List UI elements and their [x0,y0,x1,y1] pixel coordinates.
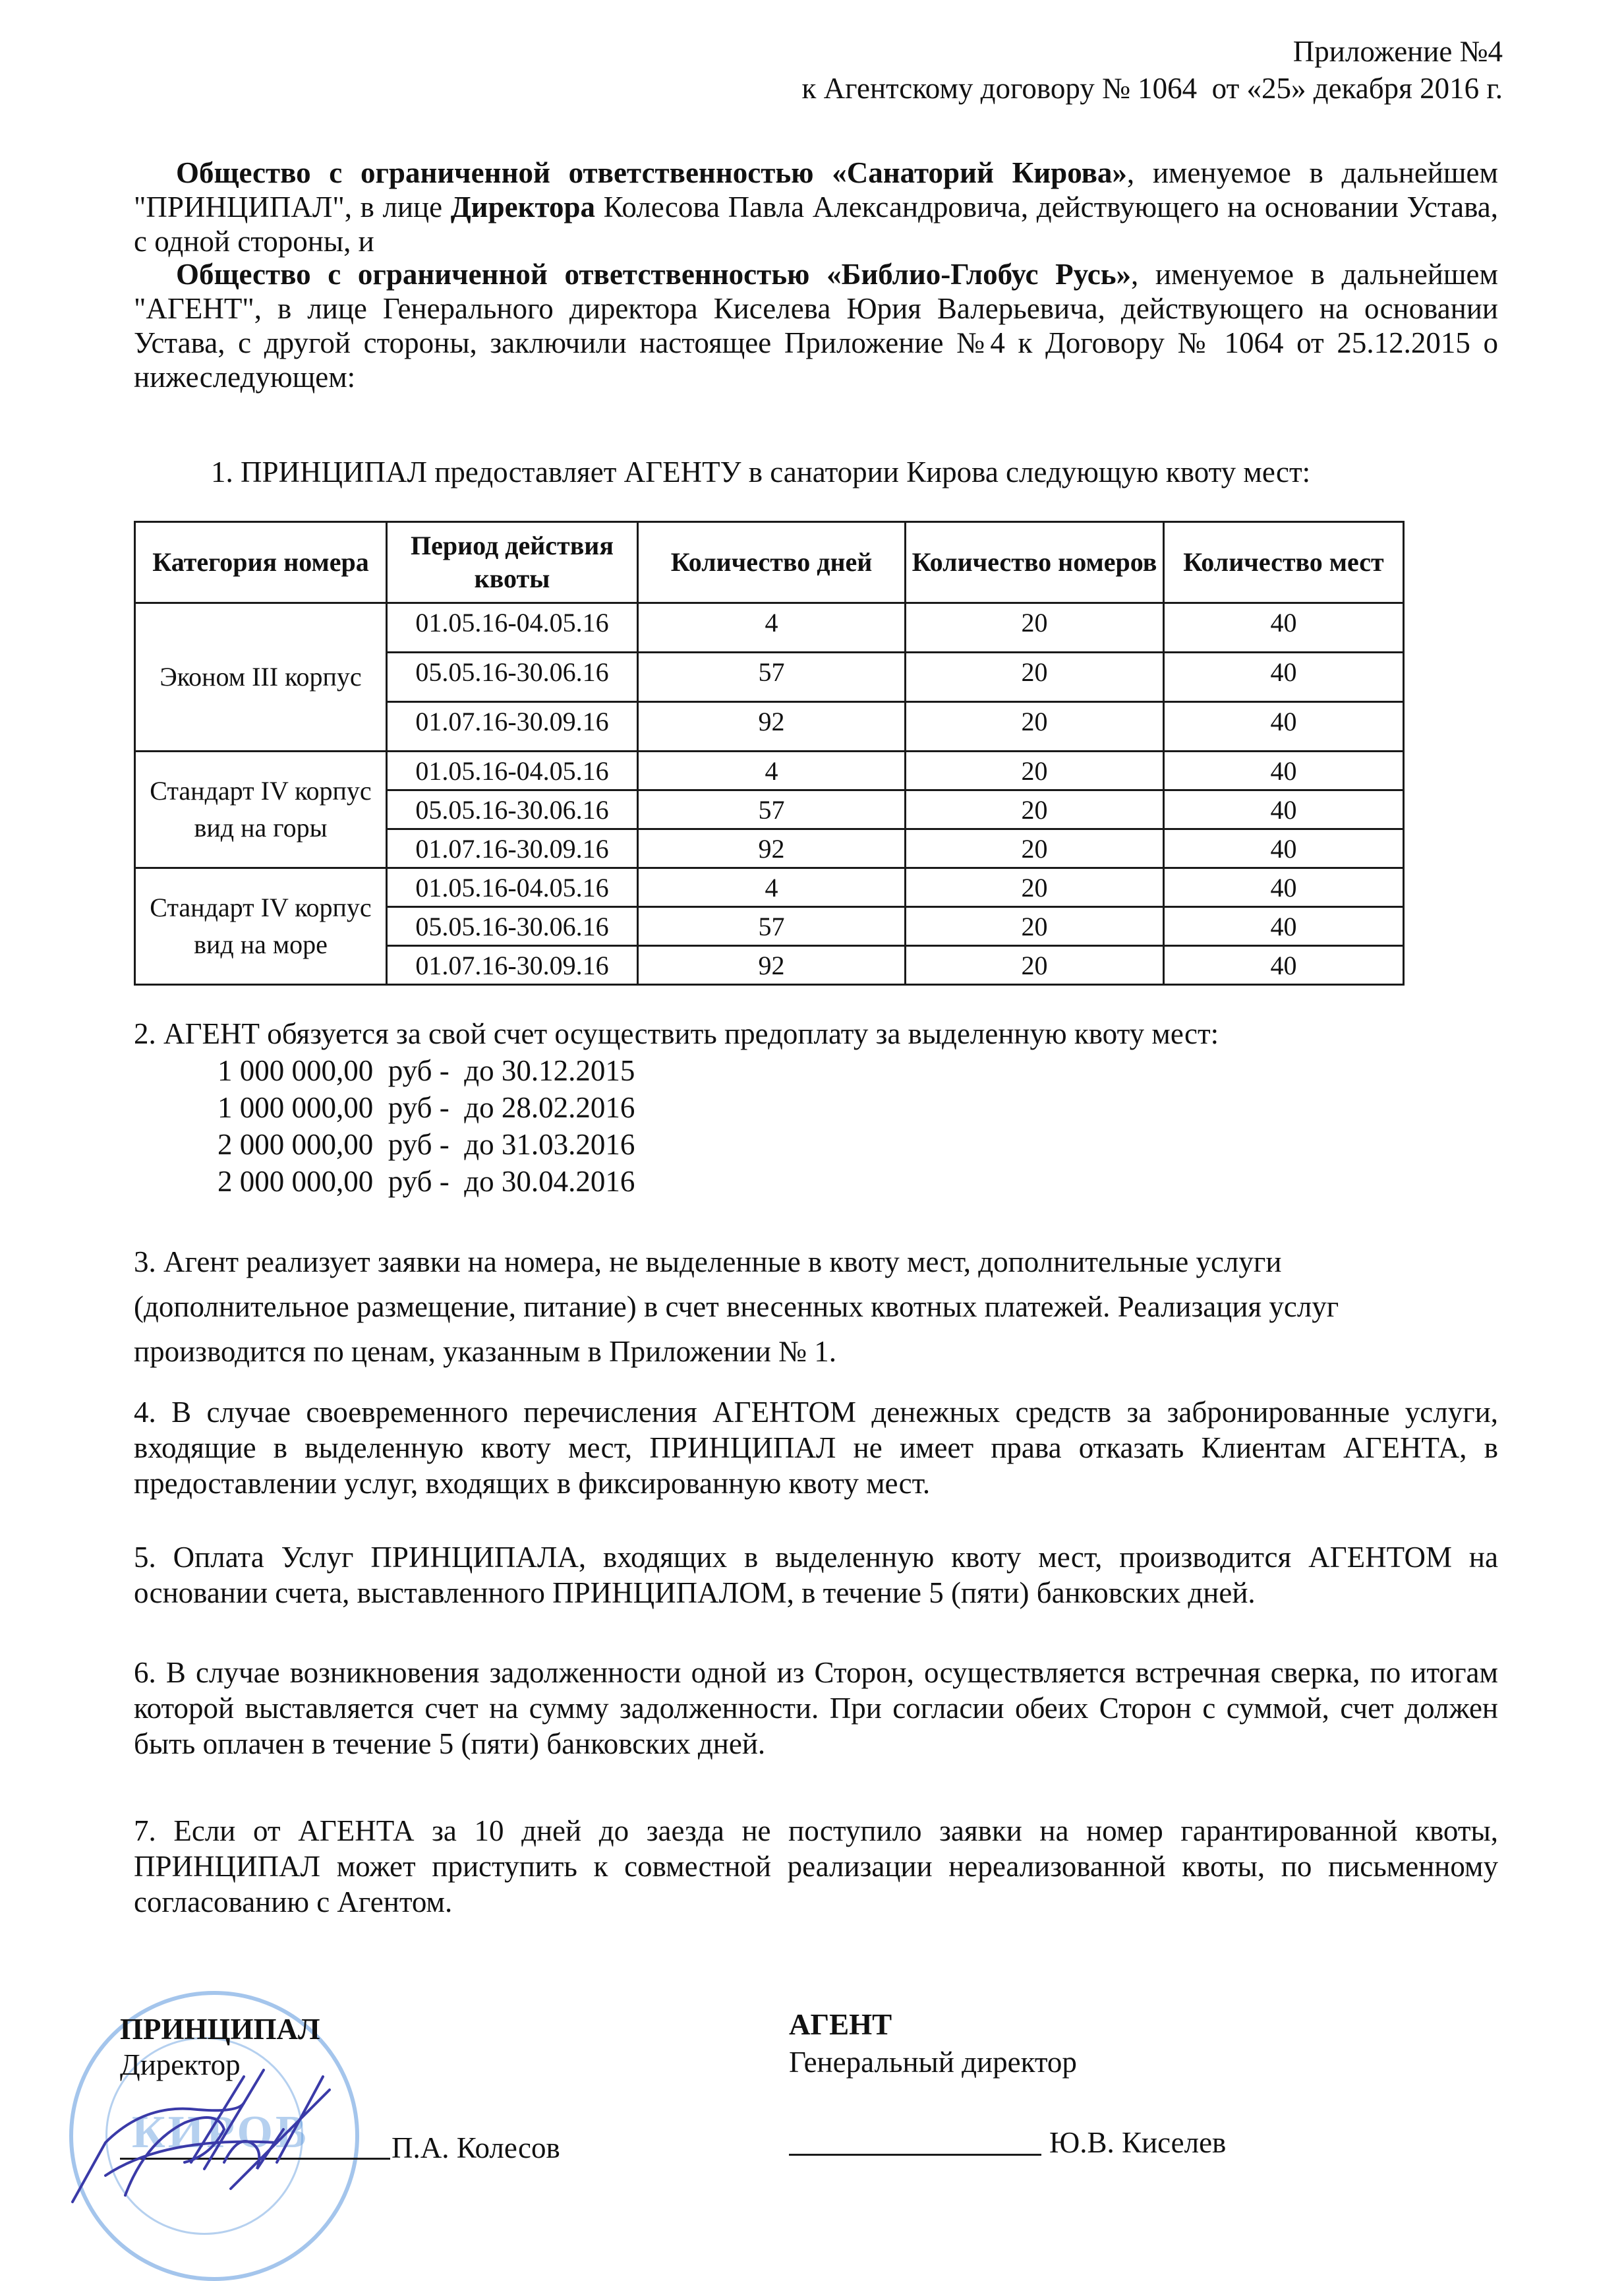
period-cell: 01.05.16-04.05.16 [387,603,638,653]
category-cell: Стандарт IV корпус вид на море [135,868,387,985]
stamp-text: КИРОВ [132,2107,309,2158]
header-places: Количество мест [1164,522,1404,603]
clause-4: 4. В случае своевременного перечисления АГЕНТОМ денежных средств за забронированные услуги, входящие в выделенную квоту мест, ПРИНЦИПАЛ не имеет права отказать Клиентам АГЕНТА, в предоставлении услуг, входящих в фиксированную квоту мест. [134,1396,1498,1500]
category-cell: Эконом III корпус [135,603,387,752]
principal-name: П.А. Колесов [392,2131,560,2164]
payment-line: 2 000 000,00 руб - до 30.04.2016 [218,1165,635,1198]
clause-7: 7. Если от АГЕНТА за 10 дней до заезда не поступило заявки на номер гарантированной квоты, ПРИНЦИПАЛ может приступить к совместной реализации нереализованной квоты, по письменному согласованию с Агентом. [134,1814,1498,1918]
period-cell: 01.07.16-30.09.16 [387,946,638,985]
period-cell: 01.05.16-04.05.16 [387,752,638,790]
rooms-cell: 20 [906,790,1164,829]
places-cell: 40 [1164,752,1404,790]
table-row [135,868,1404,907]
rooms-cell: 20 [906,603,1164,653]
places-cell: 40 [1164,946,1404,985]
category-cell: Стандарт IV корпус вид на горы [135,752,387,868]
agent-company-name: Общество с ограниченной ответственностью «Библио-Глобус Русь» [176,258,1132,291]
places-cell: 40 [1164,603,1404,653]
days-cell: 4 [638,868,906,907]
rooms-cell: 20 [906,829,1164,868]
rooms-cell: 20 [906,868,1164,907]
period-cell: 05.05.16-30.06.16 [387,653,638,702]
days-cell: 92 [638,829,906,868]
days-cell: 4 [638,752,906,790]
preamble-principal [134,156,1498,258]
appendix-title: Приложение №4 [1292,35,1503,68]
payment-schedule [218,1052,635,1200]
agent-signature-line [789,2154,1041,2156]
preamble-text: , именуемое в дальнейшем "ПРИНЦИПАЛ", в лице [134,156,1498,223]
places-cell: 40 [1164,829,1404,868]
table-row [135,752,1404,790]
preamble-text: Колесова Павла Александровича, действующего на основании Устава, с одной стороны, и [134,191,1498,258]
clause-3-line: 3. Агент реализует заявки на номера, не выделенные в квоту мест, дополнительные услуги [134,1245,1282,1278]
clause-3-line: производится по ценам, указанным в Приложении № 1. [134,1335,836,1368]
agent-position: Генеральный директор [789,2046,1077,2079]
days-cell: 4 [638,603,906,653]
clause-1: 1. ПРИНЦИПАЛ предоставляет АГЕНТУ в санатории Кирова следующую квоту мест: [211,456,1311,489]
preamble-text: , именуемое в дальнейшем "АГЕНТ", в лице Генерального директора Киселева Юрия Валерьевича, действующего на основании Устава, с другой стороны, заключили настоящее Приложение №4 к Договору № 1064 от 25.12.2015 о нижеследующем: [134,258,1498,394]
period-cell: 05.05.16-30.06.16 [387,907,638,946]
days-cell: 57 [638,907,906,946]
header-rooms: Количество номеров [906,522,1164,603]
period-cell: 01.07.16-30.09.16 [387,702,638,752]
clause-2: 2. АГЕНТ обязуется за свой счет осуществить предоплату за выделенную квоту мест: [134,1017,1219,1050]
header-period: Период действия квоты [387,522,638,603]
clause-3 [134,1239,1498,1374]
payment-line: 2 000 000,00 руб - до 31.03.2016 [218,1128,635,1161]
clause-5: 5. Оплата Услуг ПРИНЦИПАЛА, входящих в выделенную квоту мест, производится АГЕНТОМ на основании счета, выставленного ПРИНЦИПАЛОМ, в течение 5 (пяти) банковских дней. [134,1541,1498,1609]
appendix-subtitle: к Агентскому договору № 1064 от «25» декабря 2016 г. [801,72,1503,105]
places-cell: 40 [1164,868,1404,907]
places-cell: 40 [1164,907,1404,946]
period-cell: 05.05.16-30.06.16 [387,790,638,829]
period-cell: 01.07.16-30.09.16 [387,829,638,868]
rooms-cell: 20 [906,702,1164,752]
places-cell: 40 [1164,702,1404,752]
preamble-agent [134,257,1498,394]
table-header-row [135,522,1404,603]
rooms-cell: 20 [906,752,1164,790]
days-cell: 92 [638,946,906,985]
period-cell: 01.05.16-04.05.16 [387,868,638,907]
payment-line: 1 000 000,00 руб - до 30.12.2015 [218,1054,635,1087]
places-cell: 40 [1164,653,1404,702]
table-row [135,603,1404,653]
payment-line: 1 000 000,00 руб - до 28.02.2016 [218,1091,635,1124]
principal-role: ПРИНЦИПАЛ [120,2013,320,2046]
principal-position: Директор [120,2048,241,2081]
days-cell: 57 [638,653,906,702]
principal-position: Директора [450,191,596,223]
clause-3-line: (дополнительное размещение, питание) в счет внесенных квотных платежей. Реализация услуг [134,1290,1339,1323]
header-category: Категория номера [135,522,387,603]
agent-name: Ю.В. Киселев [1049,2126,1227,2159]
rooms-cell: 20 [906,946,1164,985]
days-cell: 92 [638,702,906,752]
quota-table [134,521,1405,986]
places-cell: 40 [1164,790,1404,829]
rooms-cell: 20 [906,907,1164,946]
handwritten-signature-icon [66,2063,435,2222]
principal-company-name: Общество с ограниченной ответственностью «Санаторий Кирова» [176,156,1127,189]
days-cell: 57 [638,790,906,829]
rooms-cell: 20 [906,653,1164,702]
clause-6: 6. В случае возникновения задолженности одной из Сторон, осуществляется встречная сверка, по итогам которой выставляется счет на сумму задолженности. При согласии обеих Сторон с суммой, счет должен быть оплачен в течение 5 (пяти) банковских дней. [134,1656,1498,1760]
header-days: Количество дней [638,522,906,603]
agent-role: АГЕНТ [789,2008,892,2041]
